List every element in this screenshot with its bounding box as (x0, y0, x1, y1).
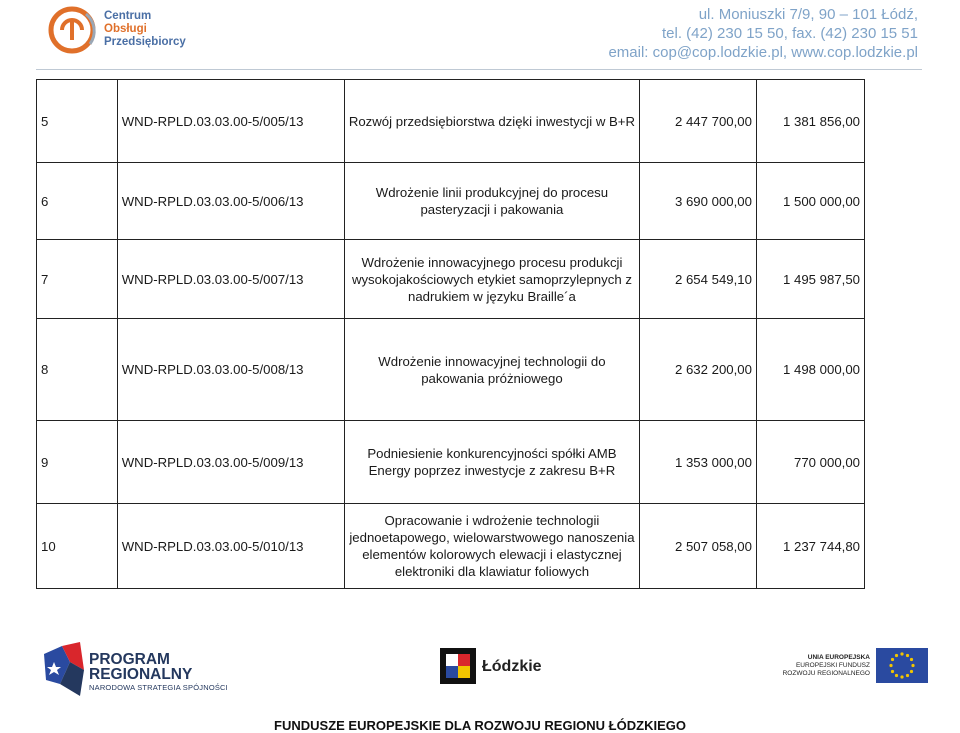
row-number: 6 (37, 163, 118, 240)
eu-line-3: ROZWOJU REGIONALNEGO (782, 670, 870, 677)
program-title (89, 652, 192, 682)
eu-line-1: UNIA EUROPEJSKA (807, 654, 870, 661)
application-id: WND-RPLD.03.03.00-5/008/13 (117, 319, 344, 421)
page-header (0, 0, 960, 76)
project-value: 3 690 000,00 (640, 163, 757, 240)
page-footer (0, 630, 960, 733)
footer-caption: FUNDUSZE EUROPEJSKIE DLA ROZWOJU REGIONU ŁÓDZKIEGO (274, 718, 686, 733)
grant-amount: 1 500 000,00 (756, 163, 864, 240)
table-row (37, 80, 865, 163)
logo-line-3: Przedsiębiorcy (104, 36, 186, 48)
table-row (37, 319, 865, 421)
eu-flag-icon (876, 648, 928, 683)
eu-line-2: EUROPEJSKI FUNDUSZ (795, 662, 870, 669)
program-title-line-1: PROGRAM (89, 651, 170, 668)
contact-info (608, 5, 918, 62)
project-value: 2 654 549,10 (640, 240, 757, 319)
header-divider (36, 69, 922, 70)
program-title-line-2: REGIONALNY (89, 666, 193, 683)
table-row (37, 240, 865, 319)
contact-address: ul. Moniuszki 7/9, 90 – 101 Łódź, (698, 6, 918, 23)
eu-text (745, 654, 870, 678)
application-id: WND-RPLD.03.03.00-5/009/13 (117, 421, 344, 504)
project-title: Wdrożenie innowacyjnego procesu produkcji wysokojakościowych etykiet samoprzylepnych z nadrukiem w języku Braille´a (344, 240, 640, 319)
project-title: Wdrożenie linii produkcyjnej do procesu pasteryzacji i pakowania (344, 163, 640, 240)
row-number: 10 (37, 504, 118, 589)
program-subtitle: NARODOWA STRATEGIA SPÓJNOŚCI (89, 683, 228, 692)
project-title: Opracowanie i wdrożenie technologii jednoetapowego, wielowarstwowego nanoszenia elementów kolorowych elewacji i elastycznej elektroniki dla klawiatur foliowych (344, 504, 640, 589)
grant-amount: 1 495 987,50 (756, 240, 864, 319)
row-number: 5 (37, 80, 118, 163)
row-number: 8 (37, 319, 118, 421)
logo-line-1: Centrum (104, 10, 152, 22)
project-value: 1 353 000,00 (640, 421, 757, 504)
lodzkie-text: Łódzkie (482, 658, 542, 675)
project-title: Podniesienie konkurencyjności spółki AMB Energy poprzez inwestycje z zakresu B+R (344, 421, 640, 504)
project-title: Rozwój przedsiębiorstwa dzięki inwestycji w B+R (344, 80, 640, 163)
application-id: WND-RPLD.03.03.00-5/007/13 (117, 240, 344, 319)
grant-amount: 1 237 744,80 (756, 504, 864, 589)
grant-amount: 1 498 000,00 (756, 319, 864, 421)
cop-logo-text (104, 10, 186, 49)
application-id: WND-RPLD.03.03.00-5/005/13 (117, 80, 344, 163)
application-id: WND-RPLD.03.03.00-5/010/13 (117, 504, 344, 589)
logo-line-2: Obsługi (104, 23, 147, 35)
row-number: 7 (37, 240, 118, 319)
contact-email: email: cop@cop.lodzkie.pl, www.cop.lodzkie.pl (608, 44, 918, 61)
table-row (37, 504, 865, 589)
project-value: 2 447 700,00 (640, 80, 757, 163)
project-title: Wdrożenie innowacyjnej technologii do pakowania próżniowego (344, 319, 640, 421)
grant-amount: 1 381 856,00 (756, 80, 864, 163)
projects-table (36, 79, 865, 589)
lodzkie-logo-icon (440, 648, 476, 684)
project-value: 2 507 058,00 (640, 504, 757, 589)
contact-phone: tel. (42) 230 15 50, fax. (42) 230 15 51 (661, 25, 918, 42)
application-id: WND-RPLD.03.03.00-5/006/13 (117, 163, 344, 240)
table-row (37, 421, 865, 504)
project-value: 2 632 200,00 (640, 319, 757, 421)
row-number: 9 (37, 421, 118, 504)
grant-amount: 770 000,00 (756, 421, 864, 504)
table-row (37, 163, 865, 240)
